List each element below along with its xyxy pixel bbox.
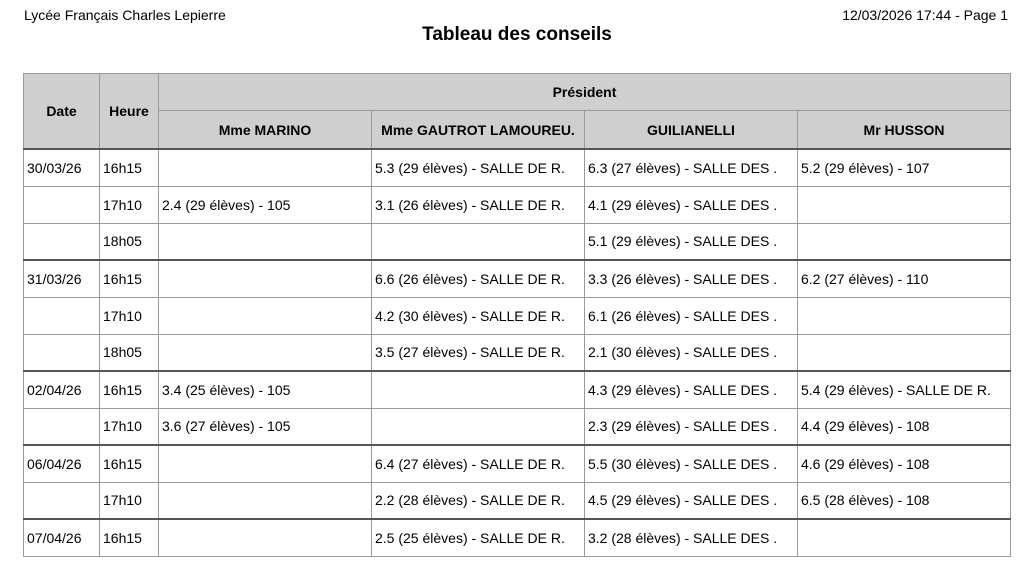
council-cell: 6.6 (26 élèves) - SALLE DE R. — [372, 260, 585, 297]
council-cell: 2.2 (28 élèves) - SALLE DE R. — [372, 482, 585, 519]
column-header-president-4: Mr HUSSON — [798, 111, 1011, 150]
council-cell: 4.6 (29 élèves) - 108 — [798, 445, 1011, 482]
council-cell: 2.1 (30 élèves) - SALLE DES . — [585, 334, 798, 371]
date-cell: 06/04/26 — [24, 445, 100, 482]
council-cell: 3.2 (28 élèves) - SALLE DES . — [585, 519, 798, 556]
date-cell — [24, 408, 100, 445]
column-header-president-3: GUILIANELLI — [585, 111, 798, 150]
time-cell: 16h15 — [100, 445, 159, 482]
table-row — [24, 186, 1011, 223]
council-cell — [159, 149, 372, 186]
council-cell: 5.3 (29 élèves) - SALLE DE R. — [372, 149, 585, 186]
print-date-page: 12/03/2026 17:44 - Page 1 — [842, 7, 1008, 23]
council-cell: 3.1 (26 élèves) - SALLE DE R. — [372, 186, 585, 223]
council-cell: 6.5 (28 élèves) - 108 — [798, 482, 1011, 519]
council-cell: 3.4 (25 élèves) - 105 — [159, 371, 372, 408]
page-title: Tableau des conseils — [422, 24, 612, 45]
council-cell: 3.3 (26 élèves) - SALLE DES . — [585, 260, 798, 297]
date-cell: 30/03/26 — [24, 149, 100, 186]
council-cell — [159, 297, 372, 334]
council-cell — [159, 482, 372, 519]
column-header-president-2: Mme GAUTROT LAMOUREU. — [372, 111, 585, 150]
council-cell: 4.1 (29 élèves) - SALLE DES . — [585, 186, 798, 223]
time-cell: 17h10 — [100, 408, 159, 445]
council-cell — [798, 519, 1011, 556]
column-group-president: Président — [159, 74, 1011, 111]
council-cell: 2.3 (29 élèves) - SALLE DES . — [585, 408, 798, 445]
council-cell: 5.2 (29 élèves) - 107 — [798, 149, 1011, 186]
column-header-heure: Heure — [100, 74, 159, 150]
council-cell — [798, 334, 1011, 371]
time-cell: 17h10 — [100, 186, 159, 223]
council-cell: 3.6 (27 élèves) - 105 — [159, 408, 372, 445]
councils-table — [23, 73, 1011, 557]
time-cell: 18h05 — [100, 223, 159, 260]
date-cell — [24, 297, 100, 334]
council-cell: 6.3 (27 élèves) - SALLE DES . — [585, 149, 798, 186]
date-cell: 31/03/26 — [24, 260, 100, 297]
school-name: Lycée Français Charles Lepierre — [24, 7, 226, 23]
time-cell: 17h10 — [100, 297, 159, 334]
time-cell: 16h15 — [100, 519, 159, 556]
date-cell — [24, 223, 100, 260]
date-cell: 07/04/26 — [24, 519, 100, 556]
time-cell: 17h10 — [100, 482, 159, 519]
council-cell — [159, 260, 372, 297]
council-cell: 6.4 (27 élèves) - SALLE DE R. — [372, 445, 585, 482]
council-cell — [798, 186, 1011, 223]
council-cell: 3.5 (27 élèves) - SALLE DE R. — [372, 334, 585, 371]
table-row — [24, 260, 1011, 297]
council-cell: 5.4 (29 élèves) - SALLE DE R. — [798, 371, 1011, 408]
time-cell: 16h15 — [100, 371, 159, 408]
council-cell: 2.5 (25 élèves) - SALLE DE R. — [372, 519, 585, 556]
council-cell — [159, 519, 372, 556]
date-cell — [24, 482, 100, 519]
time-cell: 16h15 — [100, 149, 159, 186]
table-row — [24, 149, 1011, 186]
council-cell: 4.2 (30 élèves) - SALLE DE R. — [372, 297, 585, 334]
table-row — [24, 334, 1011, 371]
date-cell — [24, 334, 100, 371]
council-cell — [159, 334, 372, 371]
council-cell: 4.3 (29 élèves) - SALLE DES . — [585, 371, 798, 408]
table-row — [24, 371, 1011, 408]
council-cell — [159, 445, 372, 482]
council-cell: 2.4 (29 élèves) - 105 — [159, 186, 372, 223]
time-cell: 16h15 — [100, 260, 159, 297]
council-cell: 4.4 (29 élèves) - 108 — [798, 408, 1011, 445]
table-row — [24, 223, 1011, 260]
table-row — [24, 519, 1011, 556]
column-header-date: Date — [24, 74, 100, 150]
column-header-president-1: Mme MARINO — [159, 111, 372, 150]
council-cell — [798, 297, 1011, 334]
date-cell — [24, 186, 100, 223]
council-cell: 5.5 (30 élèves) - SALLE DES . — [585, 445, 798, 482]
time-cell: 18h05 — [100, 334, 159, 371]
table-row — [24, 482, 1011, 519]
council-cell: 6.1 (26 élèves) - SALLE DES . — [585, 297, 798, 334]
council-cell — [372, 408, 585, 445]
table-row — [24, 297, 1011, 334]
council-cell: 5.1 (29 élèves) - SALLE DES . — [585, 223, 798, 260]
council-cell: 4.5 (29 élèves) - SALLE DES . — [585, 482, 798, 519]
council-cell — [798, 223, 1011, 260]
council-cell — [372, 223, 585, 260]
date-cell: 02/04/26 — [24, 371, 100, 408]
council-cell — [372, 371, 585, 408]
table-row — [24, 445, 1011, 482]
table-row — [24, 408, 1011, 445]
council-cell — [159, 223, 372, 260]
council-cell: 6.2 (27 élèves) - 110 — [798, 260, 1011, 297]
